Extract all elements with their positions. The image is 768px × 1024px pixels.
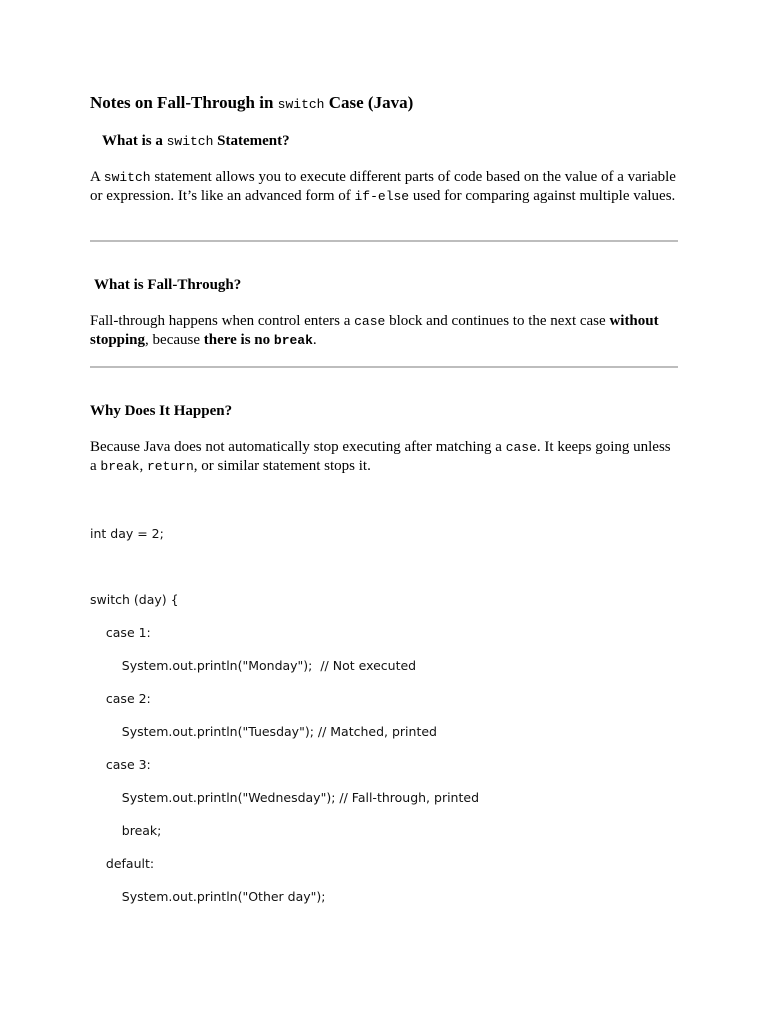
code-line: System.out.println("Monday"); // Not executed (90, 658, 417, 673)
fall-code-1: case (354, 314, 386, 329)
switch-text-1: A (90, 169, 104, 185)
fall-bold-2 (204, 332, 313, 348)
page-title (90, 92, 413, 116)
fall-bold-1: without stopping (90, 313, 659, 348)
paragraph-switch-definition (90, 168, 680, 206)
divider (90, 366, 678, 368)
code-line: default: (90, 856, 155, 871)
heading-why-happen: Why Does It Happen? (90, 403, 233, 419)
code-line: System.out.println("Wednesday"); // Fall-through, printed (90, 790, 480, 805)
heading-switch-suffix: Statement? (213, 133, 290, 149)
heading-switch-code: switch (166, 134, 214, 149)
fall-text-4: . (312, 332, 317, 348)
title-code: switch (277, 97, 325, 112)
paragraph-fall-through-definition (90, 312, 680, 350)
code-line: case 2: (90, 691, 151, 706)
why-text-3: , (139, 458, 147, 474)
heading-switch-prefix: What is a (102, 133, 167, 149)
fall-text-2: block and continues to the next case (385, 313, 610, 329)
heading-what-is-switch (102, 131, 290, 152)
title-suffix: Case (Java) (324, 93, 414, 112)
why-code-1: case (505, 440, 537, 455)
switch-text-2: statement allows you to execute different parts of code based on the value of a variable or expression. It’s like an advanced form of (90, 169, 676, 204)
switch-code-1: switch (103, 170, 151, 185)
code-line: System.out.println("Other day"); (90, 889, 326, 904)
switch-code-2: if-else (354, 189, 410, 204)
code-line: switch (day) { (90, 592, 179, 607)
code-line: break; (90, 823, 162, 838)
fall-bold-2-text: there is no (203, 332, 274, 348)
switch-text-3: used for comparing against multiple values. (409, 188, 676, 204)
code-line: int day = 2; (90, 526, 164, 541)
why-text-4: , or similar statement stops it. (193, 458, 371, 474)
why-code-2: break (100, 459, 140, 474)
code-line: case 1: (90, 625, 151, 640)
fall-text-1: Fall-through happens when control enters a (90, 313, 355, 329)
divider (90, 240, 678, 242)
why-code-3: return (146, 459, 194, 474)
heading-fall-through: What is Fall-Through? (94, 277, 242, 293)
fall-text-3: , because (145, 332, 204, 348)
code-line: System.out.println("Tuesday"); // Matched, printed (90, 724, 437, 739)
title-prefix: Notes on Fall-Through in (90, 93, 278, 112)
code-line: case 3: (90, 757, 151, 772)
fall-code-2: break (273, 333, 313, 348)
why-text-2: . It keeps going unless a (90, 439, 671, 474)
why-text-1: Because Java does not automatically stop executing after matching a (90, 439, 506, 455)
paragraph-why-happen (90, 438, 680, 476)
